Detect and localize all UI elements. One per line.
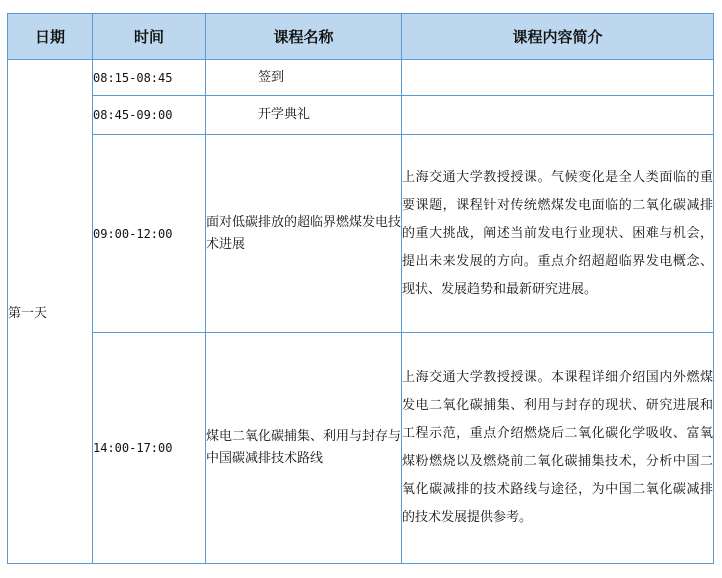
course-name-cell: 面对低碳排放的超临界燃煤发电技术进展 — [206, 135, 402, 333]
header-row — [8, 14, 714, 60]
header-date: 日期 — [8, 14, 93, 60]
course-description-cell: 上海交通大学教授授课。本课程详细介绍国内外燃煤发电二氧化碳捕集、利用与封存的现状、研究进展和工程示范，重点介绍燃烧后二氧化碳化学吸收、富氧煤粉燃烧以及燃烧前二氧化碳捕集技术，分析中国二氧化碳减排的技术路线与途径，为中国二氧化碳减排的技术发展提供参考。 — [402, 333, 714, 564]
course-name-cell: 签到 — [206, 60, 402, 96]
time-cell: 14:00-17:00 — [93, 333, 206, 564]
day-cell: 第一天 — [8, 60, 93, 564]
time-cell: 08:45-09:00 — [93, 96, 206, 135]
course-description-cell — [402, 96, 714, 135]
time-cell: 08:15-08:45 — [93, 60, 206, 96]
course-name-cell: 开学典礼 — [206, 96, 402, 135]
course-description-cell — [402, 60, 714, 96]
table-row — [8, 96, 714, 135]
course-description-cell: 上海交通大学教授授课。气候变化是全人类面临的重要课题，课程针对传统燃煤发电面临的二氧化碳减排的重大挑战，阐述当前发电行业现状、困难与机会，提出未来发展的方向。重点介绍超超临界发电概念、现状、发展趋势和最新研究进展。 — [402, 135, 714, 333]
course-name-cell: 煤电二氧化碳捕集、利用与封存与中国碳减排技术路线 — [206, 333, 402, 564]
header-course-name: 课程名称 — [206, 14, 402, 60]
table-row — [8, 60, 714, 96]
header-course-description: 课程内容简介 — [402, 14, 714, 60]
table-row — [8, 135, 714, 333]
time-cell: 09:00-12:00 — [93, 135, 206, 333]
table-row — [8, 333, 714, 564]
schedule-table — [7, 13, 714, 564]
header-time: 时间 — [93, 14, 206, 60]
